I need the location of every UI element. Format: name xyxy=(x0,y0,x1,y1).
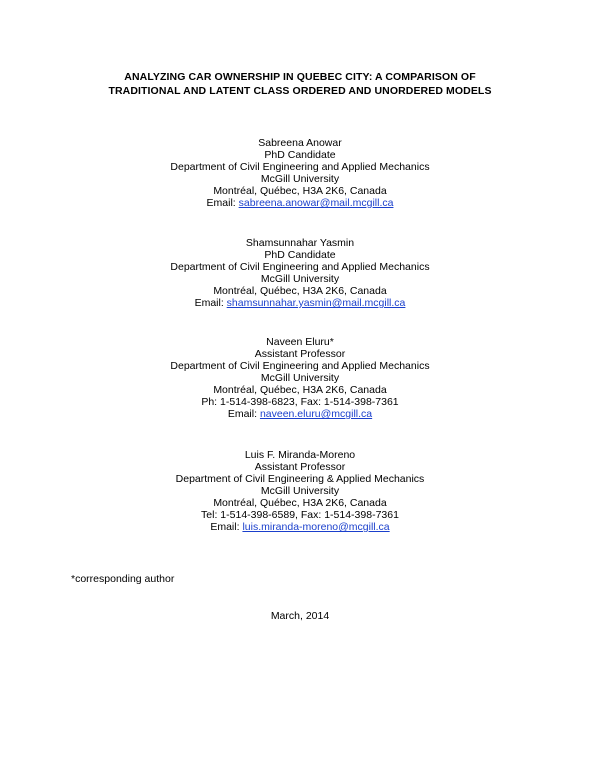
email-label: Email: xyxy=(210,521,243,533)
author-position: Assistant Professor xyxy=(254,461,346,473)
author-university: McGill University xyxy=(260,273,340,285)
email-label: Email: xyxy=(194,297,227,309)
author-name: Luis F. Miranda-Moreno xyxy=(244,449,356,461)
author-address: Montréal, Québec, H3A 2K6, Canada xyxy=(213,384,387,396)
author-department: Department of Civil Engineering and Applied Mechanics xyxy=(170,360,430,372)
title-line-1: ANALYZING CAR OWNERSHIP IN QUEBEC CITY: A COMPARISON OF xyxy=(124,71,476,83)
author-phone: Tel: 1-514-398-6589, Fax: 1-514-398-7361 xyxy=(201,509,399,521)
author-department: Department of Civil Engineering and Applied Mechanics xyxy=(170,161,430,173)
author-email-link[interactable]: naveen.eluru@mcgill.ca xyxy=(259,408,373,420)
author-email-line xyxy=(60,408,540,420)
author-phone: Ph: 1-514-398-6823, Fax: 1-514-398-7361 xyxy=(201,396,399,408)
author-email-line xyxy=(60,297,540,309)
author-position: PhD Candidate xyxy=(264,149,336,161)
author-email-line xyxy=(60,197,540,209)
author-email-link[interactable]: luis.miranda-moreno@mcgill.ca xyxy=(242,521,390,533)
author-email-line xyxy=(60,521,540,533)
email-label: Email: xyxy=(206,197,239,209)
author-address: Montréal, Québec, H3A 2K6, Canada xyxy=(213,285,387,297)
author-university: McGill University xyxy=(260,173,340,185)
paper-title xyxy=(40,70,560,98)
author-block-1 xyxy=(60,137,540,209)
author-department: Department of Civil Engineering & Applied Mechanics xyxy=(175,473,425,485)
author-address: Montréal, Québec, H3A 2K6, Canada xyxy=(213,185,387,197)
author-name: Naveen Eluru* xyxy=(266,336,334,348)
author-department: Department of Civil Engineering and Applied Mechanics xyxy=(170,261,430,273)
author-block-4 xyxy=(60,449,540,533)
author-position: PhD Candidate xyxy=(264,249,336,261)
author-block-3 xyxy=(60,336,540,420)
author-address: Montréal, Québec, H3A 2K6, Canada xyxy=(213,497,387,509)
author-name: Sabreena Anowar xyxy=(258,137,342,149)
title-line-2: TRADITIONAL AND LATENT CLASS ORDERED AND UNORDERED MODELS xyxy=(108,85,492,97)
author-block-2 xyxy=(60,237,540,309)
email-label: Email: xyxy=(227,408,260,420)
corresponding-author-note: *corresponding author xyxy=(71,573,175,585)
author-email-link[interactable]: shamsunnahar.yasmin@mail.mcgill.ca xyxy=(226,297,406,309)
author-university: McGill University xyxy=(260,372,340,384)
author-email-link[interactable]: sabreena.anowar@mail.mcgill.ca xyxy=(238,197,394,209)
publication-date: March, 2014 xyxy=(270,610,330,622)
author-position: Assistant Professor xyxy=(254,348,346,360)
author-name: Shamsunnahar Yasmin xyxy=(245,237,355,249)
author-university: McGill University xyxy=(260,485,340,497)
